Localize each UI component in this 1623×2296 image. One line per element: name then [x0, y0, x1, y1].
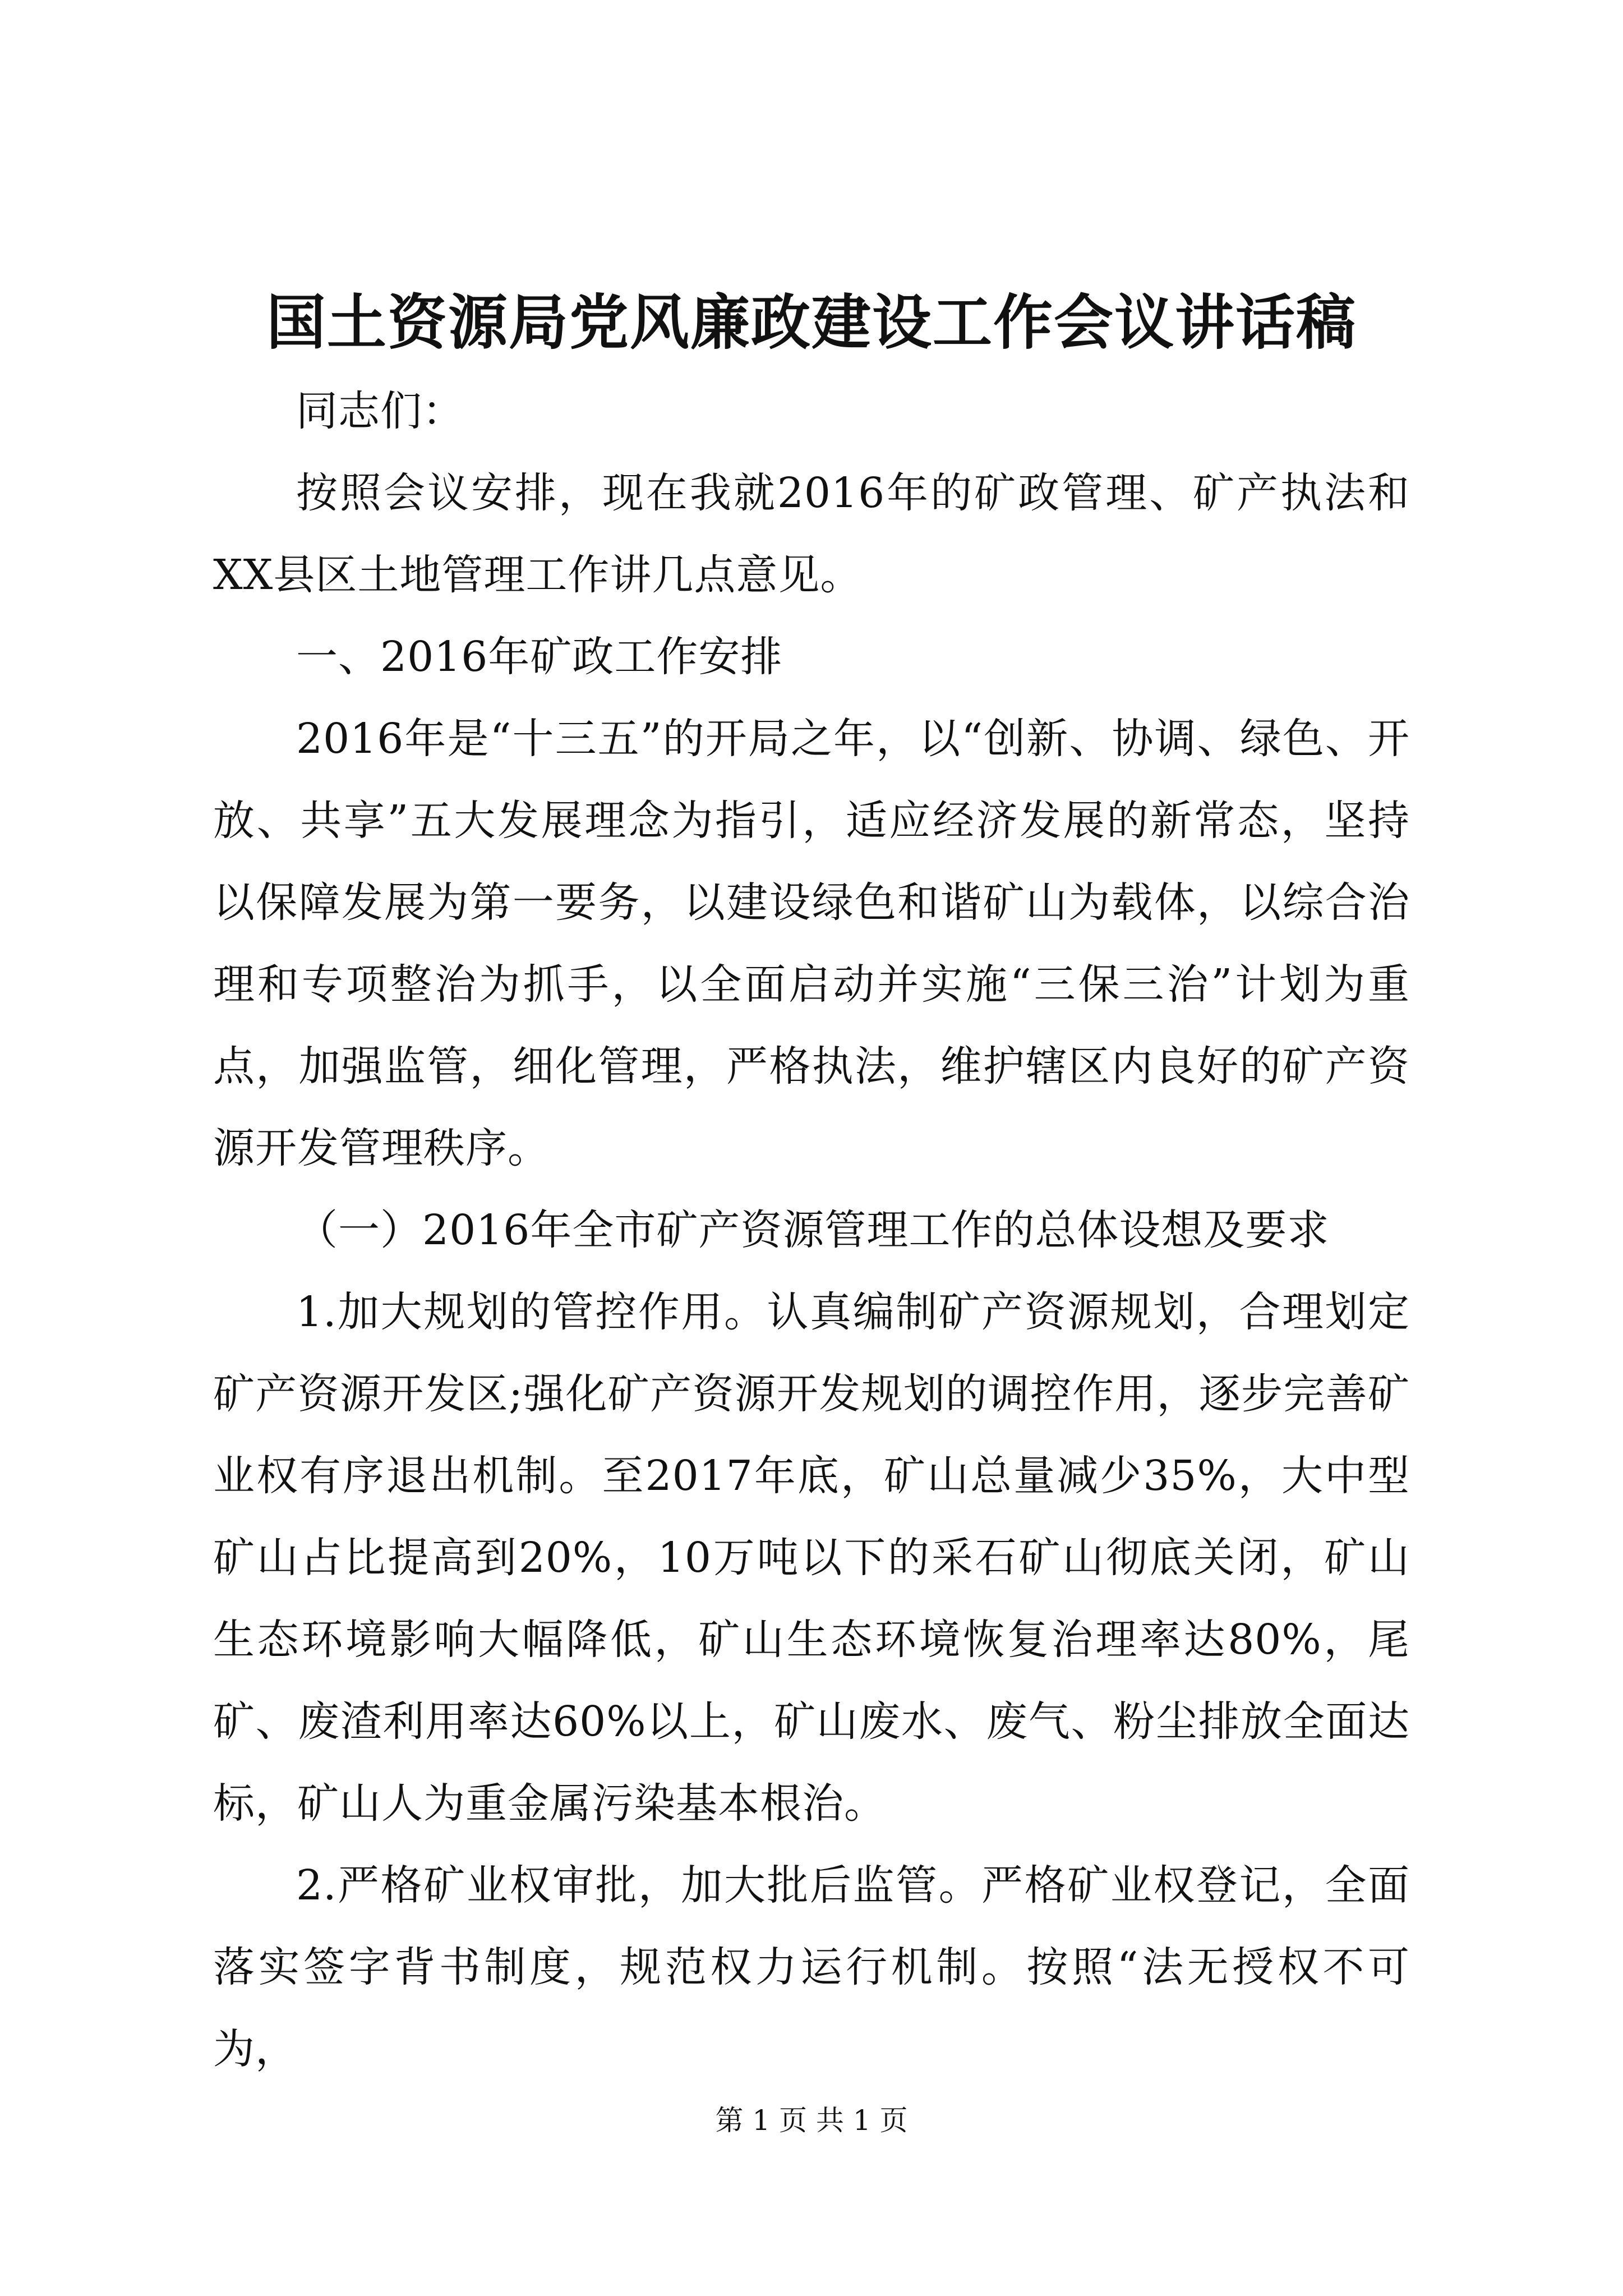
- document-body: [213, 370, 1410, 2090]
- body-paragraph: 2016年是“十三五”的开局之年，以“创新、协调、绿色、开放、共享”五大发展理念为指引，适应经济发展的新常态，坚持以保障发展为第一要务，以建设绿色和谐矿山为载体，以综合治理和专项整治为抓手，以全面启动并实施“三保三治”计划为重点，加强监管，细化管理，严格执法，维护辖区内良好的矿产资源开发管理秩序。: [213, 715, 1410, 1172]
- salutation-paragraph: 同志们：: [296, 387, 464, 435]
- numbered-paragraph-1: 1.加大规划的管控作用。认真编制矿产资源规划，合理划定矿产资源开发区;强化矿产资源开发规划的调控作用，逐步完善矿业权有序退出机制。至2017年底，矿山总量减少35%，大中型矿山占比提高到20%，10万吨以下的采石矿山彻底关闭，矿山生态环境影响大幅降低，矿山生态环境恢复治理率达80%，尾矿、废渣利用率达60%以上，矿山废水、废气、粉尘排放全面达标，矿山人为重金属污染基本根治。: [213, 1288, 1410, 1828]
- numbered-paragraph-2: 2.严格矿业权审批，加大批后监管。严格矿业权登记，全面落实签字背书制度，规范权力运行机制。按照“法无授权不可为，: [213, 1861, 1410, 2073]
- intro-paragraph: 按照会议安排，现在我就2016年的矿政管理、矿产执法和XX县区土地管理工作讲几点意见。: [213, 469, 1410, 599]
- page-footer: 第 1 页 共 1 页: [715, 2104, 908, 2137]
- document-title: 国土资源局党风廉政建设工作会议讲话稿: [266, 287, 1357, 357]
- section-heading-1: 一、2016年矿政工作安排: [296, 633, 783, 681]
- subsection-heading-1: （一）2016年全市矿产资源管理工作的总体设想及要求: [296, 1206, 1330, 1254]
